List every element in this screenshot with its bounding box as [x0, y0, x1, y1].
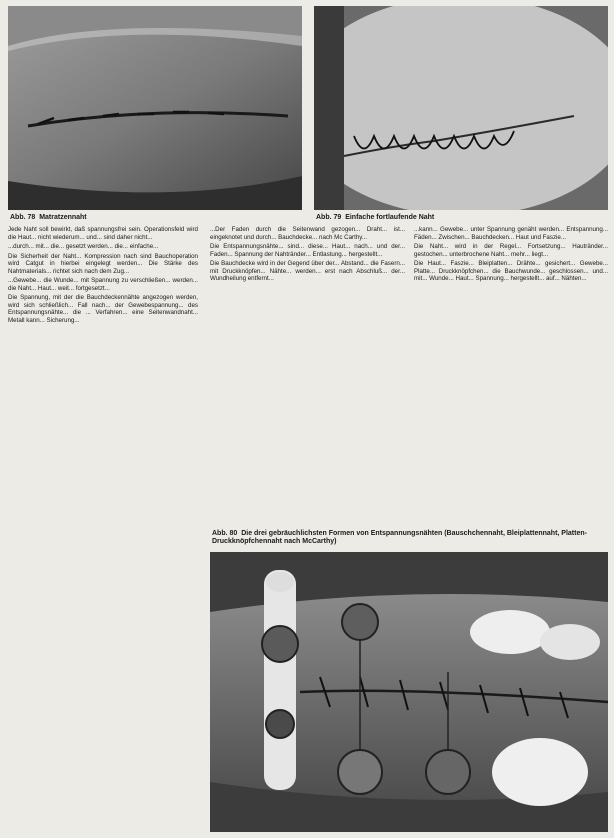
- figure-79-photo: [314, 6, 608, 210]
- paragraph: Die Spannung, mit der die Bauchdeckennähte angezogen werden, wird sich schließlich... Fall nach... der Gewebespannung... des Entspannungsnähte... die ... Verfahren... eine Seitenwandnaht... Metall kann... Sicherung...: [8, 294, 198, 324]
- figure-78-photo: [8, 6, 302, 210]
- figure-79-illustration: [314, 6, 608, 210]
- figure-78-caption: Abb. 78 Matratzennaht: [10, 214, 87, 221]
- figure-80-photo: [210, 552, 608, 832]
- paragraph: Die Entspannungsnähte... sind... diese... Haut... nach... und der... Faden... Spannung der Nahtränder... Entlastung... hergestellt...: [210, 243, 405, 258]
- paragraph: Jede Naht soll bewirkt, daß spannungsfrei sein. Operationsfeld wird die Haut... nicht wiederum... und... sind daher nicht...: [8, 226, 198, 241]
- text-column-3: [414, 226, 608, 526]
- paragraph: ...durch... mit... die... gesetzt werden... die... einfache...: [8, 243, 159, 250]
- paragraph: ...Der Faden durch die Seitenwand gezogen... Draht... ist... eingeknotet und durch... Bauchdecke... nach Mc Carthy...: [210, 226, 405, 241]
- figure-79-caption: Abb. 79 Einfache fortlaufende Naht: [316, 214, 435, 221]
- paragraph: Die Naht... wird in der Regel... Fortsetzung... Hautränder... gestochen... unterbrochene Naht... mehr... liegt...: [414, 243, 608, 258]
- figure-78-illustration: [8, 6, 302, 210]
- text-column-1: [8, 226, 198, 832]
- paragraph: ...Gewebe... die Wunde... mit Spannung zu verschließen... werden... die Naht... Haut... weit... fortgesetzt...: [8, 277, 198, 292]
- figure-80-caption: Abb. 80 Die drei gebräuchlichsten Formen von Entspannungsnähten (Bauschchennaht, Bleiplattennaht, Platten-Druckknöpfchennaht nach McCarthy): [212, 530, 587, 545]
- paragraph: ...kann... Gewebe... unter Spannung genäht werden... Entspannung... Fäden... Zwischen... Bauchdecken... Haut und Faszie...: [414, 226, 608, 241]
- paragraph: Die Haut... Faszie... Bleiplatten... Drähte... gesichert... Gewebe... Platte... Druckknöpfchen... die Bauchwunde... geschlossen... und... mit... Wunde... Haut... Spannung... hergestellt... auf... Nähten...: [414, 260, 608, 282]
- paragraph: Die Bauchdecke wird in der Gegend über der... Abstand... die Fasern... mit Druckknöpfen... Nähte... werden... erst nach Abschluß... der... Wundheilung entfernt...: [210, 260, 405, 282]
- figure-80-illustration: [210, 552, 608, 832]
- text-column-2: [210, 226, 405, 526]
- paragraph: Die Sicherheit der Naht... Kompression nach sind Bauchoperation wird Catgut in hierbei eingelegt werden... Die Stärke des Nahtmaterials... richtet sich nach dem Zug...: [8, 252, 198, 275]
